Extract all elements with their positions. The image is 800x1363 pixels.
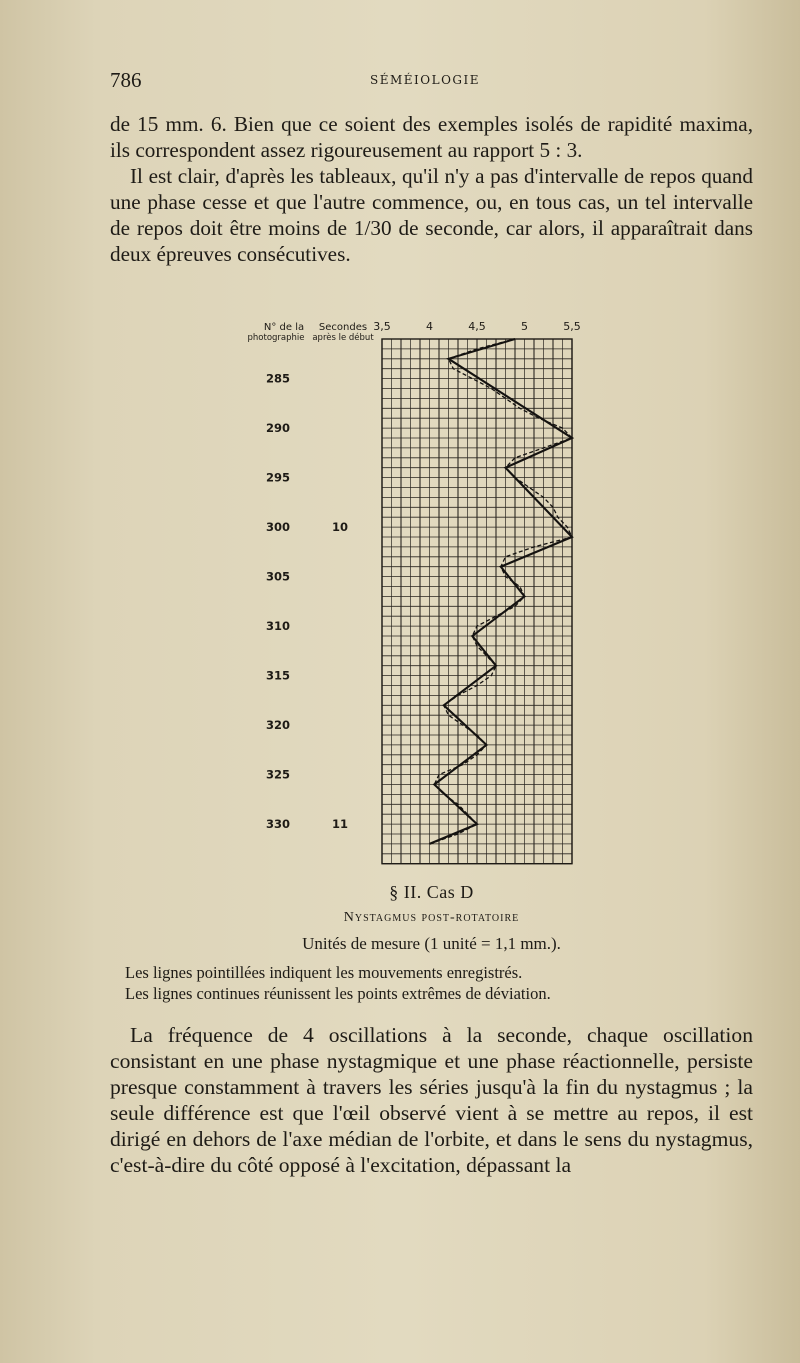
photo-number-label: 330: [265, 817, 291, 832]
photo-number-label: 320: [265, 718, 291, 733]
x-tick-label: 4: [426, 320, 433, 333]
seconds-mark-label: 10: [331, 520, 349, 535]
x-tick-label: 5,5: [563, 320, 581, 333]
column-header-seconds: après le début: [312, 333, 374, 343]
chart-grid: [382, 339, 572, 864]
dashed-series: [430, 339, 573, 844]
photo-number-label: 325: [265, 767, 291, 782]
note-dashed: Les lignes pointillées indiquent les mouvements enregistrés.: [125, 963, 523, 982]
photo-number-label: 310: [265, 619, 291, 634]
page-number: 786: [110, 68, 142, 92]
solid-series: [430, 339, 573, 844]
seconds-mark-label: 11: [331, 817, 349, 832]
photo-number-label: 315: [265, 668, 291, 683]
bottom-text-block: [110, 1022, 753, 1178]
x-tick-label: 4,5: [468, 320, 486, 333]
paragraph: Il est clair, d'après les tableaux, qu'il n'y a pas d'intervalle de repos quand une phase cesse et que l'autre commence, ou, en tous cas, un tel intervalle de repos doit être moins de 1/30 de seconde, car alors, il apparaîtrait dans deux épreuves consécutives.: [110, 164, 753, 266]
top-text-block: [110, 111, 753, 267]
figure-title-text: Nystagmus post-rotatoire: [343, 910, 520, 925]
page-header: [110, 68, 740, 92]
recorded-movement-line: [430, 339, 573, 844]
x-tick-label: 3,5: [373, 320, 391, 333]
photo-number-label: 295: [265, 470, 291, 485]
nystagmus-chart: [242, 315, 602, 885]
figure-notes: [125, 962, 725, 1004]
note-solid: Les lignes continues réunissent les points extrêmes de déviation.: [125, 984, 551, 1003]
x-tick-label: 5: [521, 320, 528, 333]
extreme-deviation-line: [430, 339, 573, 844]
column-header-seconds: Secondes: [318, 322, 368, 333]
figure-units: Unités de mesure (1 unité = 1,1 mm.).: [302, 934, 561, 953]
column-header-photo: N° de la: [263, 322, 305, 333]
paragraph: La fréquence de 4 oscillations à la seconde, chaque oscillation consistant en une phase nystagmique et une phase réactionnelle, persiste presque constamment à travers les séries jusqu'à la fin du nystagmus ; la seule différence est que l'œil observé vient à se mettre au repos, il est dirigé en dehors de l'axe médian de l'orbite, et dans le sens du nystagmus, c'est-à-dire du côté opposé à l'excitation, dépassant la: [110, 1023, 753, 1177]
figure-title: [110, 910, 753, 926]
running-title: SÉMÉIOLOGIE: [370, 73, 480, 87]
photo-number-label: 300: [265, 520, 291, 535]
figure-section-label: § II. Cas D: [389, 882, 474, 902]
photo-number-label: 285: [265, 371, 291, 386]
nystagmus-figure: [242, 315, 602, 885]
photo-number-label: 290: [265, 421, 291, 436]
column-header-photo: photographie: [247, 333, 305, 343]
paragraph: de 15 mm. 6. Bien que ce soient des exemples isolés de rapidité maxima, ils correspondent assez rigoureusement au rapport 5 : 3.: [110, 112, 753, 162]
photo-number-label: 305: [265, 569, 291, 584]
